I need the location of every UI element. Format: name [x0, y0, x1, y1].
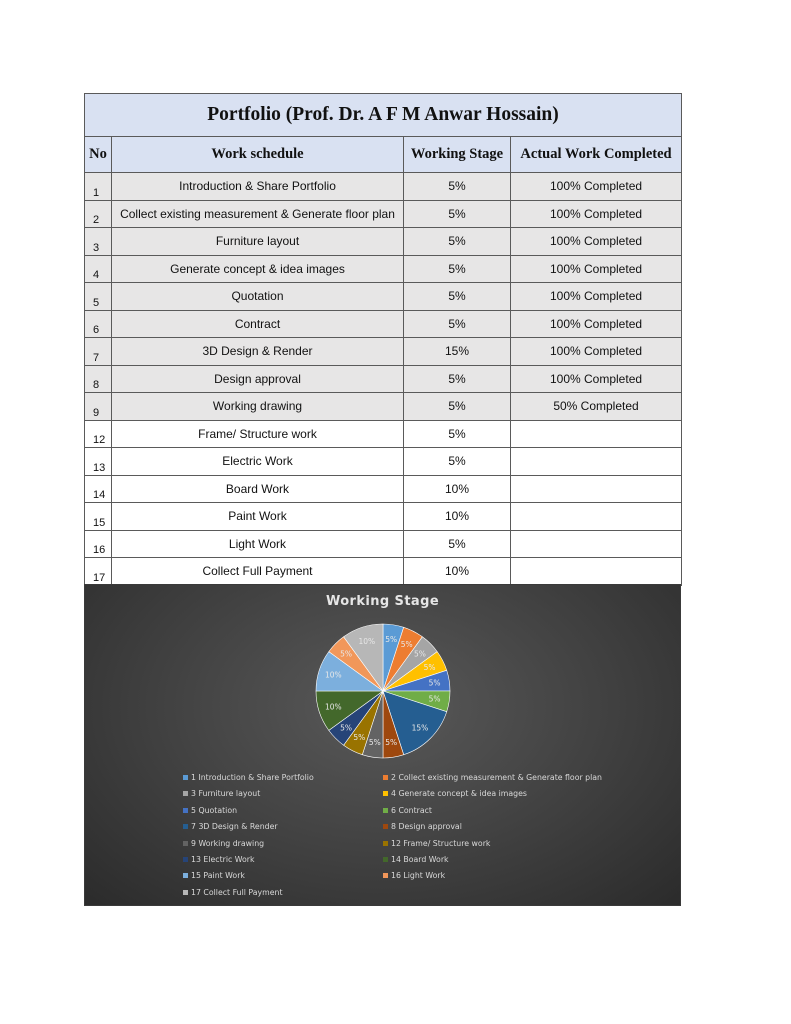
row-stage: 5% — [404, 310, 511, 338]
row-actual: 100% Completed — [511, 255, 682, 283]
table-row — [85, 475, 682, 503]
legend-label: 16 Light Work — [391, 871, 446, 881]
legend-item — [183, 839, 264, 848]
table-title: Portfolio (Prof. Dr. A F M Anwar Hossain) — [85, 94, 682, 137]
row-work: Introduction & Share Portfolio — [112, 173, 404, 201]
legend-swatch — [383, 808, 388, 813]
table-row — [85, 255, 682, 283]
legend-label: 1 Introduction & Share Portfolio — [191, 773, 314, 782]
slice-data-label: 5% — [400, 639, 413, 649]
row-no: 17 — [85, 558, 112, 586]
legend-item — [183, 871, 245, 880]
slice-data-label: 10% — [324, 702, 342, 712]
row-actual — [511, 420, 682, 448]
row-stage: 5% — [404, 530, 511, 558]
slice-data-label: 5% — [423, 662, 436, 672]
legend-label: 9 Working drawing — [191, 838, 265, 848]
legend-item — [183, 806, 237, 815]
legend-label: 7 3D Design & Render — [191, 822, 278, 832]
row-stage: 5% — [404, 283, 511, 311]
legend-label: 2 Collect existing measurement & Generate floor plan — [391, 773, 602, 782]
row-actual: 100% Completed — [511, 365, 682, 393]
legend-item — [383, 871, 445, 880]
row-work: Electric Work — [112, 448, 404, 476]
row-actual: 100% Completed — [511, 283, 682, 311]
row-work: 3D Design & Render — [112, 338, 404, 366]
slice-data-label: 5% — [368, 738, 381, 748]
row-stage: 5% — [404, 173, 511, 201]
header-working-stage: Working Stage — [404, 137, 511, 173]
row-no: 1 — [85, 173, 112, 201]
legend-label: 6 Contract — [391, 805, 432, 815]
row-work: Generate concept & idea images — [112, 255, 404, 283]
row-no: 8 — [85, 365, 112, 393]
row-stage: 5% — [404, 420, 511, 448]
legend-item — [183, 822, 278, 831]
legend-swatch — [383, 775, 388, 780]
row-actual: 100% Completed — [511, 310, 682, 338]
row-actual — [511, 530, 682, 558]
slice-data-label: 10% — [358, 636, 376, 646]
slice-data-label: 5% — [385, 738, 398, 748]
row-actual: 100% Completed — [511, 200, 682, 228]
legend-item — [183, 773, 314, 782]
row-no: 9 — [85, 393, 112, 421]
legend-label: 17 Collect Full Payment — [191, 887, 283, 897]
row-work: Board Work — [112, 475, 404, 503]
row-work: Design approval — [112, 365, 404, 393]
legend-item — [383, 789, 527, 798]
legend-swatch — [183, 808, 188, 813]
legend-swatch — [383, 873, 388, 878]
legend-item — [383, 773, 602, 782]
header-actual-work: Actual Work Completed — [511, 137, 682, 173]
row-actual: 100% Completed — [511, 173, 682, 201]
slice-data-label: 5% — [385, 634, 398, 644]
row-actual: 100% Completed — [511, 228, 682, 256]
row-work: Furniture layout — [112, 228, 404, 256]
row-no: 16 — [85, 530, 112, 558]
row-no: 15 — [85, 503, 112, 531]
row-stage: 5% — [404, 228, 511, 256]
row-work: Collect existing measurement & Generate floor plan — [112, 200, 404, 228]
row-no: 14 — [85, 475, 112, 503]
schedule-sheet — [84, 93, 681, 586]
table-row — [85, 200, 682, 228]
row-stage: 5% — [404, 448, 511, 476]
legend-label: 4 Generate concept & idea images — [391, 789, 527, 799]
row-work: Frame/ Structure work — [112, 420, 404, 448]
row-stage: 15% — [404, 338, 511, 366]
row-actual — [511, 558, 682, 586]
working-stage-chart — [84, 584, 681, 906]
row-stage: 10% — [404, 503, 511, 531]
legend-item — [183, 888, 283, 897]
row-no: 4 — [85, 255, 112, 283]
legend-swatch — [383, 857, 388, 862]
legend-swatch — [183, 857, 188, 862]
legend-swatch — [183, 841, 188, 846]
chart-title: Working Stage — [325, 594, 440, 609]
row-stage: 5% — [404, 365, 511, 393]
legend-label: 14 Board Work — [391, 855, 449, 864]
table-row — [85, 228, 682, 256]
slice-data-label: 5% — [340, 723, 352, 733]
row-work: Light Work — [112, 530, 404, 558]
row-no: 6 — [85, 310, 112, 338]
legend-swatch — [183, 890, 188, 895]
slice-data-label: 15% — [411, 723, 429, 733]
legend-label: 13 Electric Work — [191, 855, 255, 864]
slice-data-label: 5% — [428, 678, 441, 688]
header-no: No — [85, 137, 112, 173]
slice-data-label: 5% — [428, 694, 441, 704]
legend-swatch — [383, 791, 388, 796]
row-stage: 5% — [404, 393, 511, 421]
row-actual: 50% Completed — [511, 393, 682, 421]
pie-chart — [85, 585, 682, 770]
table-row — [85, 558, 682, 586]
legend-item — [383, 822, 462, 831]
table-row — [85, 503, 682, 531]
legend-label: 15 Paint Work — [191, 871, 245, 881]
legend-item — [183, 789, 260, 798]
row-actual: 100% Completed — [511, 338, 682, 366]
row-work: Quotation — [112, 283, 404, 311]
row-actual — [511, 503, 682, 531]
row-work: Collect Full Payment — [112, 558, 404, 586]
row-no: 12 — [85, 420, 112, 448]
row-stage: 5% — [404, 200, 511, 228]
row-no: 3 — [85, 228, 112, 256]
table-row — [85, 448, 682, 476]
row-no: 5 — [85, 283, 112, 311]
legend-swatch — [383, 841, 388, 846]
legend-label: 12 Frame/ Structure work — [391, 838, 491, 848]
header-work-schedule: Work schedule — [112, 137, 404, 173]
legend-swatch — [183, 791, 188, 796]
row-stage: 10% — [404, 475, 511, 503]
row-no: 2 — [85, 200, 112, 228]
legend-label: 3 Furniture layout — [191, 789, 261, 799]
legend-item — [183, 855, 255, 864]
table-row — [85, 530, 682, 558]
slice-data-label: 5% — [414, 649, 426, 659]
legend-item — [383, 855, 449, 864]
table-row — [85, 393, 682, 421]
legend-swatch — [183, 873, 188, 878]
row-no: 13 — [85, 448, 112, 476]
row-stage: 5% — [404, 255, 511, 283]
legend-label: 8 Design approval — [391, 822, 462, 832]
schedule-table — [84, 93, 682, 586]
row-work: Working drawing — [112, 393, 404, 421]
legend-swatch — [383, 824, 388, 829]
row-stage: 10% — [404, 558, 511, 586]
table-row — [85, 283, 682, 311]
legend-swatch — [183, 775, 188, 780]
row-no: 7 — [85, 338, 112, 366]
slice-data-label: 5% — [353, 733, 366, 743]
table-row — [85, 420, 682, 448]
table-row — [85, 310, 682, 338]
row-actual — [511, 448, 682, 476]
slice-data-label: 10% — [324, 670, 342, 680]
legend-label: 5 Quotation — [191, 805, 238, 815]
row-work: Contract — [112, 310, 404, 338]
row-actual — [511, 475, 682, 503]
legend-item — [383, 839, 490, 848]
legend-swatch — [183, 824, 188, 829]
row-work: Paint Work — [112, 503, 404, 531]
legend-item — [383, 806, 432, 815]
table-row — [85, 173, 682, 201]
slice-data-label: 5% — [340, 649, 352, 659]
table-row — [85, 365, 682, 393]
table-row — [85, 338, 682, 366]
